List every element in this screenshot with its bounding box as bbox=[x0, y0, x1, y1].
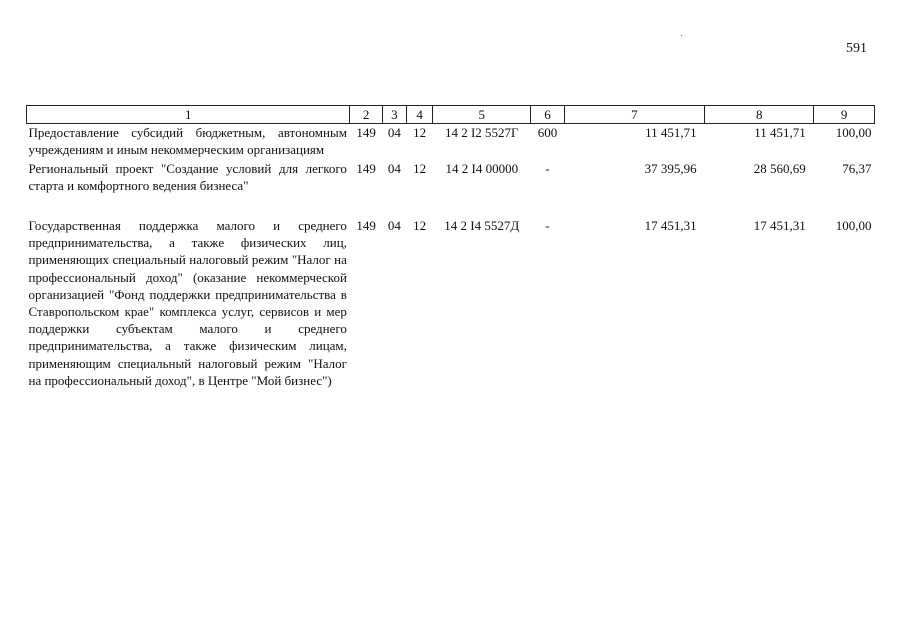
cell-section: 04 bbox=[387, 125, 401, 141]
column-header-3: 3 bbox=[382, 106, 406, 124]
column-header-8: 8 bbox=[705, 106, 814, 124]
table-row bbox=[27, 124, 875, 160]
cell-expense-type: 600 bbox=[537, 125, 558, 141]
cell-amount-planned: 17 451,31 bbox=[644, 218, 697, 234]
column-header-1: 1 bbox=[27, 106, 350, 124]
cell-ministry-code: 149 bbox=[356, 218, 376, 234]
cell-target-article: 14 2 I4 5527Д bbox=[444, 218, 520, 234]
header-row bbox=[27, 106, 875, 124]
column-header-7: 7 bbox=[564, 106, 704, 124]
column-header-2: 2 bbox=[350, 106, 382, 124]
cell-amount-executed: 28 560,69 bbox=[753, 160, 806, 176]
row-name: Предоставление субсидий бюджетным, автономным учреждениям и иным некоммерческим организациям bbox=[28, 125, 347, 158]
column-header-6: 6 bbox=[531, 106, 564, 124]
column-header-4: 4 bbox=[407, 106, 433, 124]
column-header-9: 9 bbox=[814, 106, 875, 124]
cell-section: 04 bbox=[387, 160, 401, 176]
row-name: Региональный проект "Создание условий для легкого старта и комфортного ведения бизнеса" bbox=[28, 160, 347, 193]
cell-target-article: 14 2 I2 5527Г bbox=[444, 125, 519, 141]
page-number: 591 bbox=[846, 41, 867, 56]
cell-amount-planned: 37 395,96 bbox=[644, 160, 697, 176]
table-header bbox=[27, 106, 875, 124]
cell-expense-type: - bbox=[545, 218, 550, 234]
cell-ministry-code: 149 bbox=[356, 160, 376, 176]
cell-percent: 100,00 bbox=[835, 125, 872, 141]
row-name: Государственная поддержка малого и среднего предпринимательства, а также физических лиц, применяющих специальный налоговый режим "Налог на профессиональный доход" (оказание некоммерческой организацией "Фонд поддержки предпринимательства в Ставропольском крае" комплекса услуг, сервисов и мер поддержки субъектам малого и среднего предпринимательства, а также физическим лицам, применяющим специальный налоговый режим "Налог на профессиональный доход", в Центре "Мой бизнес") bbox=[28, 218, 347, 388]
cell-percent: 76,37 bbox=[842, 160, 872, 176]
cell-target-article: 14 2 I4 00000 bbox=[445, 160, 519, 176]
cell-percent: 100,00 bbox=[835, 218, 872, 234]
cell-subsection: 12 bbox=[413, 125, 427, 141]
table-row bbox=[27, 217, 875, 389]
cell-amount-planned: 11 451,71 bbox=[645, 125, 697, 141]
column-header-5: 5 bbox=[433, 106, 531, 124]
table-row bbox=[27, 160, 875, 217]
cell-subsection: 12 bbox=[413, 218, 427, 234]
cell-expense-type: - bbox=[545, 160, 550, 176]
budget-table bbox=[26, 105, 875, 389]
table-body bbox=[27, 124, 875, 389]
cell-amount-executed: 17 451,31 bbox=[753, 218, 806, 234]
cell-ministry-code: 149 bbox=[356, 125, 376, 141]
cell-section: 04 bbox=[387, 218, 401, 234]
scan-speck bbox=[681, 35, 682, 36]
cell-subsection: 12 bbox=[413, 160, 427, 176]
cell-amount-executed: 11 451,71 bbox=[754, 125, 806, 141]
